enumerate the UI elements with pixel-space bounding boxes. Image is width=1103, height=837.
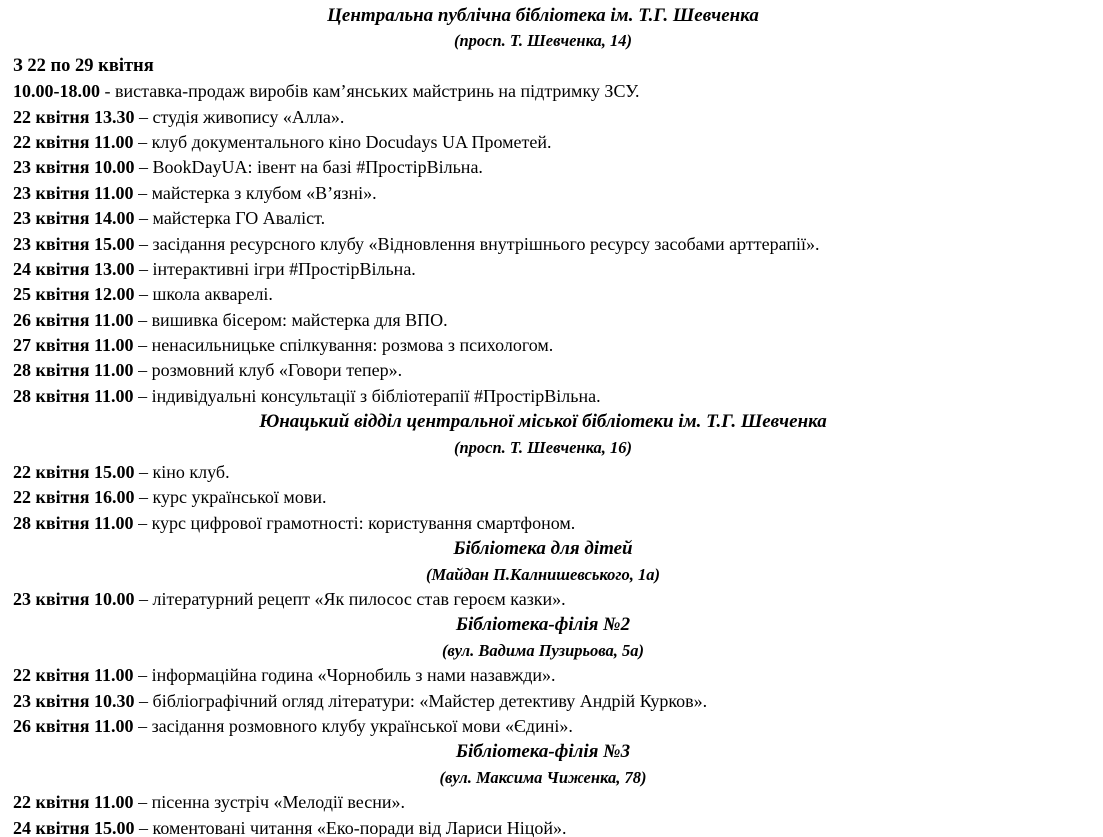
event-separator: – [133,335,152,356]
event-line [13,485,1073,510]
event-description: індивідуальні консультації з бібліотерапії #ПростірВільна. [151,385,601,406]
event-separator: – [134,588,153,609]
event-description: курс цифрової грамотності: користування смартфоном. [151,512,576,533]
event-line [13,181,1073,206]
event-description: кіно клуб. [152,462,230,483]
event-line [13,384,1073,409]
event-description: вишивка бісером: майстерка для ВПО. [151,309,448,330]
event-separator: – [133,792,152,813]
section-address: (просп. Т. Шевченка, 14) [453,31,633,51]
section-title: Юнацький відділ центральної міської бібліотеки ім. Т.Г. Шевченка [259,411,827,433]
event-line [13,232,1073,257]
event-datetime: 22 квітня 11.00 [13,131,134,152]
section-title: Центральна публічна бібліотека ім. Т.Г. Шевченка [327,5,759,26]
event-separator: – [133,131,152,152]
event-description: клуб документального кіно Docudays UA Прометей. [151,131,552,152]
event-datetime: 23 квітня 10.00 [13,588,135,609]
event-separator: – [134,208,153,229]
event-separator: – [133,309,152,330]
event-datetime: 10.00-18.00 [13,81,100,102]
event-separator: – [134,462,153,483]
event-datetime: 23 квітня 14.00 [13,208,135,229]
event-description: інформаційна година «Чорнобиль з нами назавжди». [151,665,556,686]
event-line [13,130,1073,155]
event-description: інтерактивні ігри #ПростірВільна. [152,258,416,279]
section-address: (вул. Максима Чиженка, 78) [439,767,647,787]
event-separator: - [100,81,115,102]
event-description: виставка-продаж виробів кам’янських майстринь на підтримку ЗСУ. [115,81,640,102]
event-datetime: 26 квітня 11.00 [13,309,134,330]
event-datetime: 23 квітня 15.00 [13,233,135,254]
event-separator: – [134,258,153,279]
event-description: літературний рецепт «Як пилосос став героєм казки». [152,588,566,609]
event-separator: – [134,106,153,127]
event-separator: – [133,385,152,406]
event-description: майстерка з клубом «В’язні». [151,182,377,203]
event-datetime: 28 квітня 11.00 [13,512,134,533]
event-description: бібліографічний огляд літератури: «Майстер детективу Андрій Курков». [152,690,708,711]
event-line [13,155,1073,180]
event-description: майстерка ГО Аваліст. [152,208,326,229]
event-separator: – [134,690,153,711]
event-line [13,689,1073,714]
event-datetime: 25 квітня 12.00 [13,284,135,305]
event-line [13,257,1073,282]
event-line [13,358,1073,383]
event-description: ненасильницьке спілкування: розмова з психологом. [151,335,554,356]
event-separator: – [134,487,153,508]
event-separator: – [133,182,152,203]
event-separator: – [133,665,152,686]
event-datetime: 28 квітня 11.00 [13,385,134,406]
event-line [13,663,1073,688]
event-description: BookDayUA: івент на базі #ПростірВільна. [152,157,483,178]
event-datetime: 27 квітня 11.00 [13,335,134,356]
event-description: школа акварелі. [152,284,273,305]
event-line [13,714,1073,739]
event-datetime: 23 квітня 11.00 [13,182,134,203]
event-separator: – [134,157,153,178]
event-line [13,308,1073,333]
event-separator: – [133,512,152,533]
event-separator: – [133,715,152,736]
section-title: Бібліотека-філія №2 [455,614,631,636]
event-datetime: 22 квітня 11.00 [13,665,134,686]
event-datetime: 24 квітня 13.00 [13,258,135,279]
event-separator: – [134,233,153,254]
event-line [13,511,1073,536]
event-datetime: 22 квітня 13.30 [13,106,135,127]
event-datetime: 23 квітня 10.00 [13,157,135,178]
event-datetime: 22 квітня 11.00 [13,792,134,813]
event-description: розмовний клуб «Говори тепер». [151,360,403,381]
event-datetime: 22 квітня 16.00 [13,487,135,508]
event-description: засідання ресурсного клубу «Відновлення внутрішнього ресурсу засобами арттерапії». [152,233,820,254]
section-address: (вул. Вадима Пузирьова, 5а) [441,640,645,660]
event-separator: – [134,284,153,305]
event-datetime: 22 квітня 15.00 [13,462,135,483]
event-description: пісенна зустріч «Мелодії весни». [151,792,405,813]
event-line [13,206,1073,231]
event-line [13,790,1073,815]
section-address: (Майдан П.Калнишевського, 1а) [426,564,660,584]
event-description: студія живопису «Алла». [152,106,345,127]
event-datetime: 24 квітня 15.00 [13,817,135,837]
event-datetime: 26 квітня 11.00 [13,715,134,736]
event-separator: – [133,360,152,381]
event-description: засідання розмовного клубу української мови «Єдині». [151,715,573,736]
event-line [13,333,1073,358]
period-label: З 22 по 29 квітня [13,55,154,76]
event-line [13,282,1073,307]
event-line [13,460,1073,485]
event-line [13,587,1073,612]
event-datetime: 28 квітня 11.00 [13,360,134,381]
section-title: Бібліотека для дітей [453,538,633,560]
event-description: курс української мови. [152,487,327,508]
event-datetime: 23 квітня 10.30 [13,690,135,711]
event-line [13,79,1073,104]
event-line [13,816,1073,837]
event-description: коментовані читання «Еко-поради від Лариси Ніцой». [152,817,567,837]
event-separator: – [134,817,153,837]
section-address: (просп. Т. Шевченка, 16) [453,437,633,457]
event-line [13,105,1073,130]
section-title: Бібліотека-філія №3 [455,741,631,763]
